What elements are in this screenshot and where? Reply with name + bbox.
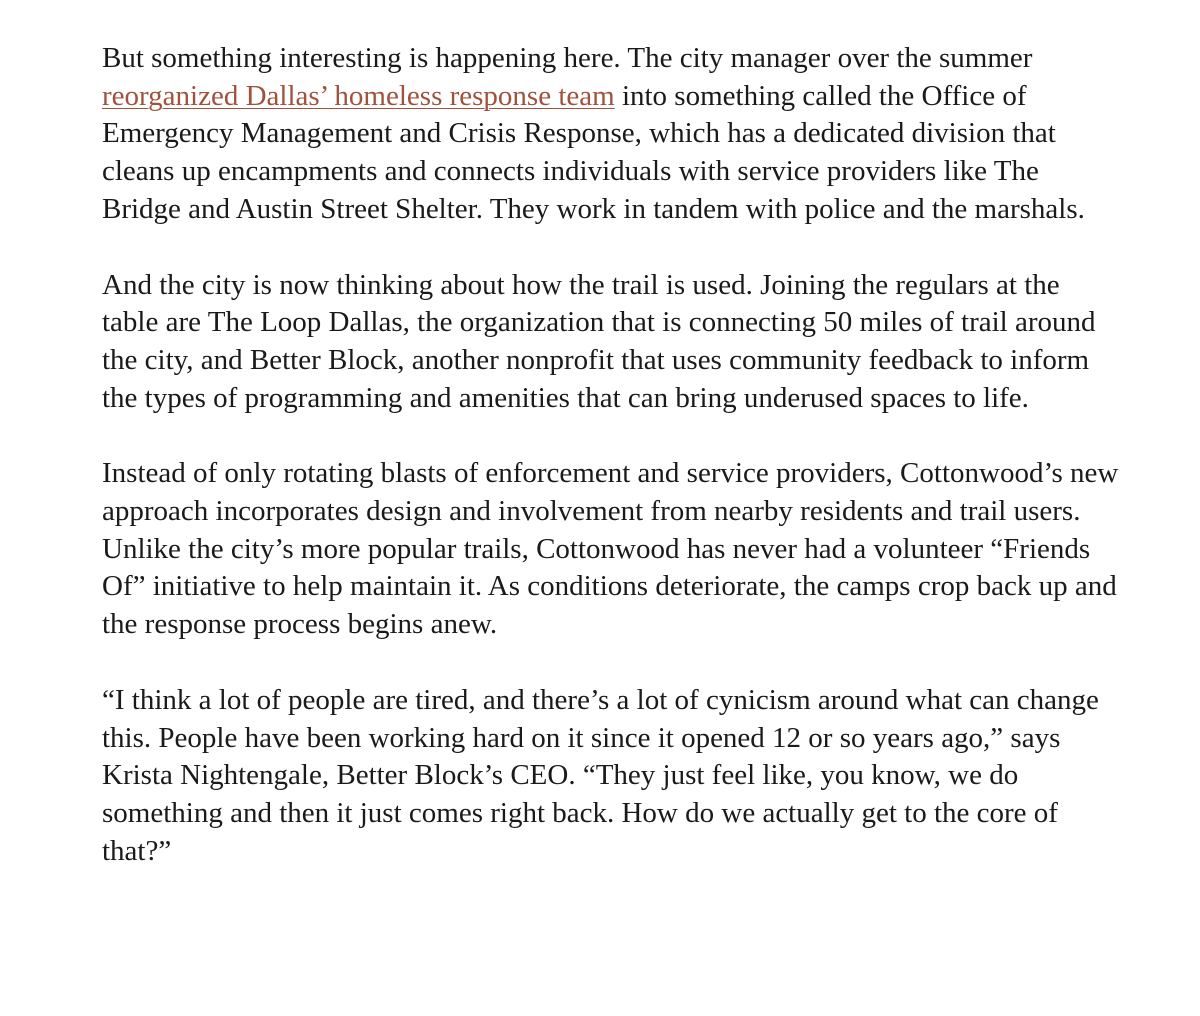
paragraph-3: Instead of only rotating blasts of enforcement and service providers, Cottonwood’s new approach incorporates design and involvement from nearby residents and trail users. Unlike the city’s more popular trails, Cottonwood has never had a volunteer “Friends Of” initiative to help maintain it. As conditions deteriorate, the camps crop back up and the response process begins anew. [102,457,1119,641]
paragraph-4: “I think a lot of people are tired, and there’s a lot of cynicism around what can change this. People have been working hard on it since it opened 12 or so years ago,” says Krista Nightengale, Better Block’s CEO. “They just feel like, you know, we do something and then it just comes right back. How do we actually get to the core of that?” [102,683,1099,867]
paragraph-1-text-end: into something called the Office of Emergency Management and Crisis Response, which has a dedicated division that cleans up encampments and connects individuals with service providers like The Bridge and Austin Street Shelter. They work in tandem with police and the marshals. [102,79,1085,225]
homeless-response-team-link[interactable]: reorganized Dallas’ homeless response team [102,79,615,112]
paragraph-1-text-start: But something interesting is happening here. The city manager over the summer [102,42,1033,74]
article-body [102,40,1122,908]
paragraph-2: And the city is now thinking about how the trail is used. Joining the regulars at the table are The Loop Dallas, the organization that is connecting 50 miles of trail around the city, and Better Block, another nonprofit that uses community feedback to inform the types of programming and amenities that can bring underused spaces to life. [102,268,1096,414]
paragraph-1 [102,40,1122,229]
